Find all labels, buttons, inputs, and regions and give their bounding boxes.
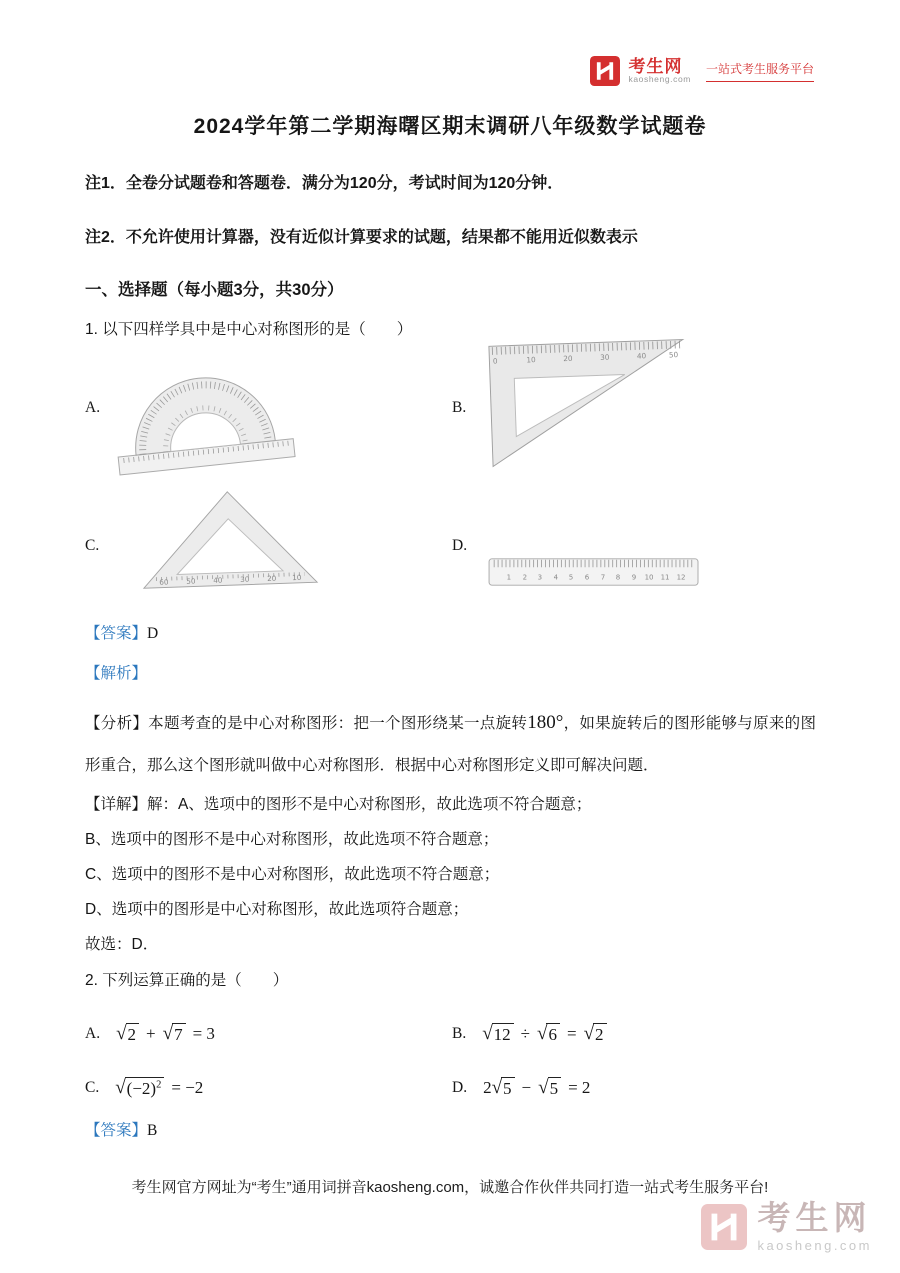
solution-block bbox=[85, 622, 816, 1143]
q1-detail-line-1: 【详解】解：A、选项中的图形不是中心对称图形，故此选项不符合题意； bbox=[85, 796, 592, 813]
ruler-figure bbox=[485, 556, 703, 593]
ruler-number: 8 bbox=[615, 572, 621, 582]
analysis-text-pre: 【分析】本题考查的是中心对称图形：把一个图形绕某一点旋转 bbox=[85, 715, 528, 732]
result: = −2 bbox=[171, 1078, 204, 1097]
logo-domain: kaosheng.com bbox=[628, 74, 691, 85]
scale-number: 50 bbox=[668, 350, 679, 360]
result: = 2 bbox=[568, 1078, 591, 1097]
kaosheng-logo-icon bbox=[590, 56, 620, 86]
question-2-options bbox=[85, 1007, 816, 1115]
kaosheng-watermark bbox=[701, 1200, 872, 1254]
q1-detail-line-3: C、选项中的图形不是中心对称图形，故此选项不符合题意； bbox=[85, 866, 500, 883]
scale-number: 10 bbox=[526, 355, 536, 365]
footer-text: 考生网官方网址为“考生”通用词拼音kaosheng.com，诚邀合作伙伴共同打造一站式考生服务平台! bbox=[131, 1179, 769, 1196]
ruler-number: 9 bbox=[631, 572, 637, 582]
operator: − bbox=[521, 1078, 532, 1097]
q1-answer-line bbox=[85, 622, 816, 646]
scale-number: 0 bbox=[492, 356, 498, 366]
scale-number: 30 bbox=[240, 574, 250, 584]
option-d-expression bbox=[483, 1077, 597, 1099]
kaosheng-logo bbox=[590, 56, 815, 86]
q2-answer-line bbox=[85, 1119, 816, 1143]
radical: √ $(-2)^2$ bbox=[115, 1077, 164, 1099]
option-a-label: A. bbox=[85, 1025, 101, 1042]
set-square-figure bbox=[135, 484, 323, 599]
operator: + bbox=[146, 1024, 156, 1043]
q1-answer-value: D bbox=[147, 625, 159, 642]
protractor-figure bbox=[108, 362, 298, 483]
option-b-label: B. bbox=[452, 399, 467, 416]
option-b-label: B. bbox=[452, 1025, 467, 1042]
q2-option-d bbox=[452, 1061, 816, 1115]
watermark-text bbox=[757, 1200, 872, 1254]
logo-brand: 考生网 bbox=[628, 56, 683, 76]
exam-note-2: 注2．不允许使用计算器，没有近似计算要求的试题，结果都不能用近似数表示 bbox=[85, 229, 638, 246]
question-1-stem: 1. 以下四样学具中是中心对称图形的是（ ） bbox=[85, 321, 413, 338]
operator: ÷ bbox=[520, 1024, 531, 1043]
ruler-number: 4 bbox=[553, 572, 559, 582]
scale-number: 60 bbox=[159, 577, 169, 587]
answer-label: 【答案】 bbox=[85, 625, 148, 642]
radical: √ 5 bbox=[538, 1077, 561, 1099]
q2-answer-value: B bbox=[147, 1122, 158, 1139]
radical: √ 5 bbox=[492, 1077, 515, 1099]
page-title: 2024学年第二学期海曙区期末调研八年级数学试题卷 bbox=[193, 115, 707, 138]
ruler-number: 3 bbox=[537, 572, 543, 582]
watermark-brand: 考生网 bbox=[757, 1199, 872, 1236]
triangle-ruler-figure bbox=[483, 335, 694, 475]
jiexi-label: 【解析】 bbox=[85, 665, 148, 682]
exam-note-1: 注1．全卷分试题卷和答题卷．满分为120分，考试时间为120分钟． bbox=[85, 175, 564, 192]
answer-label: 【答案】 bbox=[85, 1122, 148, 1139]
radical: √ 2 bbox=[116, 1023, 139, 1045]
q2-option-c bbox=[85, 1061, 452, 1115]
scale-number: 20 bbox=[563, 353, 573, 364]
option-a-expression bbox=[116, 1023, 222, 1045]
scale-number: 20 bbox=[266, 573, 277, 584]
option-c-expression bbox=[115, 1077, 210, 1099]
section-heading: 一、选择题（每小题3分，共30分） bbox=[85, 281, 344, 299]
q1-detail-line-4: D、选项中的图形是中心对称图形，故此选项符合题意； bbox=[85, 901, 469, 918]
q2-option-a bbox=[85, 1007, 452, 1061]
radical: √ 6 bbox=[537, 1023, 560, 1045]
question-2-stem: 2. 下列运算正确的是（ ） bbox=[85, 972, 289, 989]
q1-detail-line-2: B、选项中的图形不是中心对称图形，故此选项不符合题意； bbox=[85, 831, 499, 848]
scale-number: 30 bbox=[599, 352, 610, 362]
ruler-number: 6 bbox=[584, 572, 590, 582]
scale-number: 10 bbox=[291, 572, 302, 583]
watermark-domain: kaosheng.com bbox=[757, 1238, 872, 1254]
ruler-number: 11 bbox=[660, 572, 670, 582]
ruler-number: 10 bbox=[644, 572, 654, 582]
scale-number: 40 bbox=[636, 351, 647, 361]
option-b-expression bbox=[482, 1023, 606, 1045]
option-a-label: A. bbox=[85, 399, 101, 416]
ruler-number: 7 bbox=[600, 572, 606, 582]
coefficient: 2 bbox=[483, 1078, 492, 1097]
analysis-degree-value: 180° bbox=[527, 712, 564, 733]
ruler-number: 2 bbox=[522, 572, 528, 582]
option-d-label: D. bbox=[452, 1079, 468, 1096]
scale-number: 40 bbox=[213, 575, 223, 585]
logo-tagline: 一站式考生服务平台 bbox=[706, 60, 814, 82]
scale-number: 50 bbox=[186, 576, 196, 586]
radical: √ 12 bbox=[482, 1023, 513, 1045]
question-1-options bbox=[85, 337, 816, 599]
logo-text bbox=[629, 58, 691, 85]
analysis-text-post: ，如果旋转后的图形能够与原来的图形重合，那么这个图形就叫做中心对称图形．根据中心对称图形定义即可解决问题． bbox=[85, 715, 816, 774]
q1-jiexi-line bbox=[85, 662, 816, 686]
radical: √ 7 bbox=[163, 1023, 186, 1045]
watermark-logo-icon bbox=[701, 1204, 747, 1250]
result: = 3 bbox=[192, 1024, 215, 1043]
q2-option-b bbox=[452, 1007, 816, 1061]
option-c-label: C. bbox=[85, 537, 100, 554]
ruler-number: 12 bbox=[676, 572, 686, 582]
q1-analysis-paragraph bbox=[85, 702, 816, 787]
exponent: 2 bbox=[156, 1079, 162, 1091]
ruler-number: 1 bbox=[506, 572, 512, 582]
option-c-label: C. bbox=[85, 1079, 100, 1096]
option-d-label: D. bbox=[452, 537, 468, 554]
radical: √ 2 bbox=[584, 1023, 607, 1045]
ruler-number: 5 bbox=[568, 572, 574, 582]
q1-conclusion-line: 故选：D． bbox=[85, 936, 159, 953]
equals-sign: = bbox=[566, 1024, 577, 1043]
